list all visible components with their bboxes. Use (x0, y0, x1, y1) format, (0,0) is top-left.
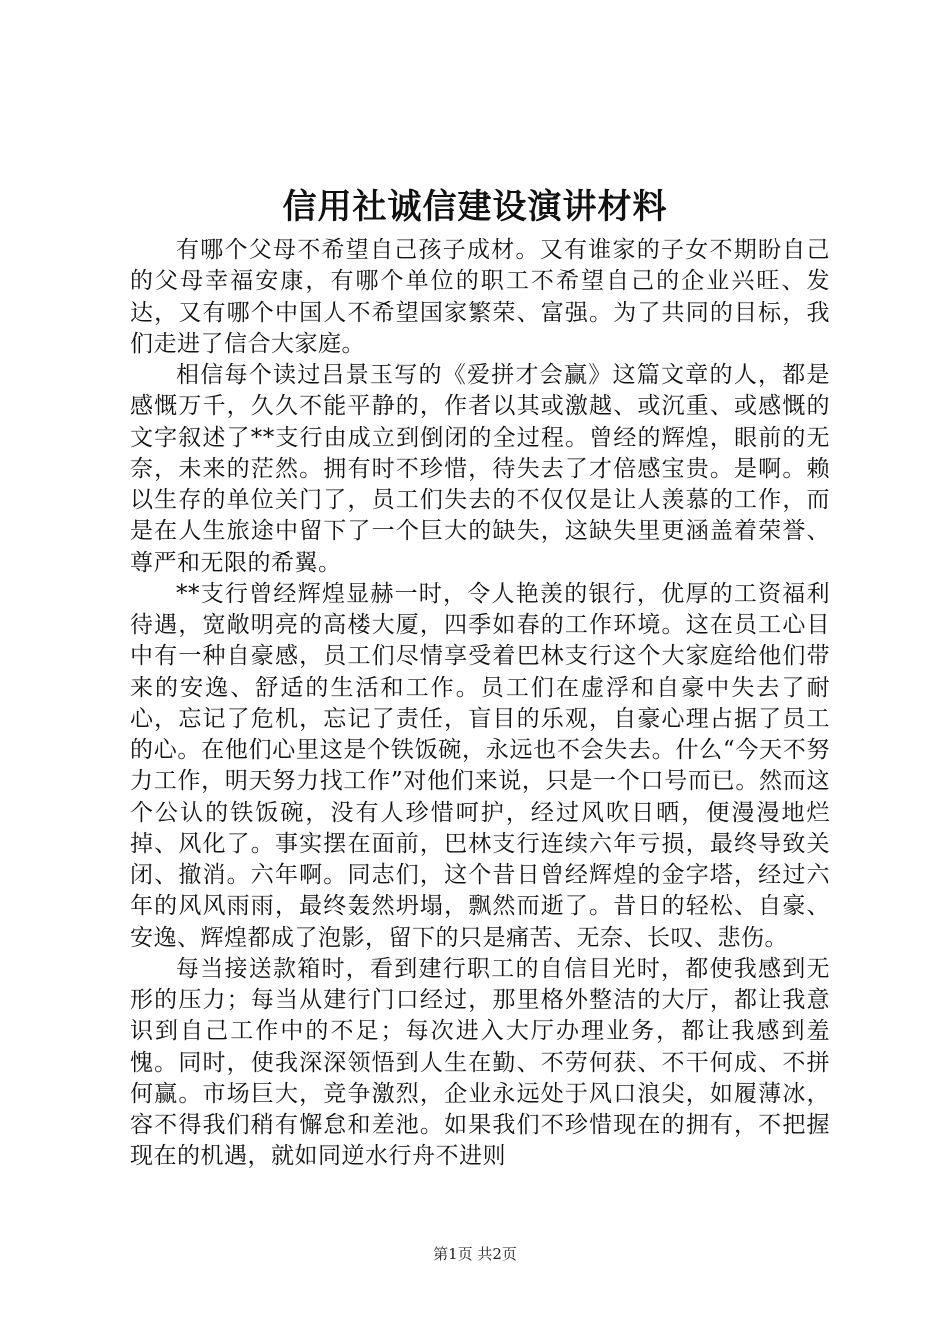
paragraph-2: 相信每个读过吕景玉写的《爱拼才会赢》这篇文章的人，都是感慨万千，久久不能平静的，作者以其或激越、或沉重、或感慨的文字叙述了**支行由成立到倒闭的全过程。曾经的辉煌，眼前的无奈，未来的茫然。拥有时不珍惜，待失去了才倍感宝贵。是啊。赖以生存的单位关门了，员工们失去的不仅仅是让人羡慕的工作，而是在人生旅途中留下了一个巨大的缺失，这缺失里更涵盖着荣誉、尊严和无限的希翼。 (130, 362, 830, 576)
document-body (130, 235, 830, 1173)
paragraph-4: 每当接送款箱时，看到建行职工的自信目光时，都使我感到无形的压力；每当从建行门口经过，那里格外整洁的大厅，都让我意识到自己工作中的不足；每次进入大厅办理业务，都让我感到羞愧。同时，使我深深领悟到人生在勤、不劳何获、不干何成、不拼何赢。市场巨大，竞争激烈，企业永远处于风口浪尖，如履薄冰，容不得我们稍有懈怠和差池。如果我们不珍惜现在的拥有，不把握现在的机遇，就如同逆水行舟不进则 (130, 955, 830, 1170)
document-title: 信用社诚信建设演讲材料 (282, 187, 668, 227)
paragraph-3: **支行曾经辉煌显赫一时，令人艳羡的银行，优厚的工资福利待遇，宽敞明亮的高楼大厦，四季如春的工作环境。这在员工心目中有一种自豪感，员工们尽情享受着巴林支行这个大家庭给他们带来的安逸、舒适的生活和工作。员工们在虚浮和自豪中失去了耐心，忘记了危机，忘记了责任，盲目的乐观，自豪心理占据了员工的心。在他们心里这是个铁饭碗，永远也不会失去。什么“今天不努力工作，明天努力找工作”对他们来说，只是一个口号而已。然而这个公认的铁饭碗，没有人珍惜呵护，经过风吹日晒，便漫漫地烂掉、风化了。事实摆在面前，巴林支行连续六年亏损，最终导致关闭、撤消。六年啊。同志们，这个昔日曾经辉煌的金字塔，经过六年的风风雨雨，最终轰然坍塌，飘然而逝了。昔日的轻松、自豪、安逸、辉煌都成了泡影，留下的只是痛苦、无奈、长叹、悲伤。 (130, 580, 830, 951)
page-number-footer: 第1页 共2页 (433, 1245, 517, 1263)
paragraph-1: 有哪个父母不希望自己孩子成材。又有谁家的子女不期盼自己的父母幸福安康，有哪个单位的职工不希望自己的企业兴旺、发达，又有哪个中国人不希望国家繁荣、富强。为了共同的目标，我们走进了信合大家庭。 (130, 237, 830, 357)
